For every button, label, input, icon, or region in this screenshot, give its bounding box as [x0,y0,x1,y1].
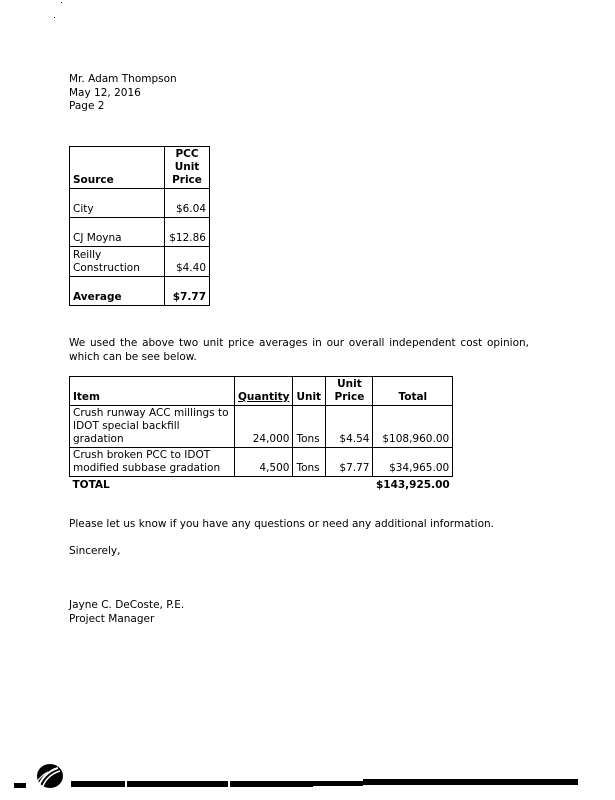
grand-total: $143,925.00 [375,479,450,491]
source-cell: City [70,189,165,218]
signer-title: Project Manager [69,612,155,625]
table-row [70,247,210,277]
total-row [70,477,453,494]
table-row [70,406,453,448]
footer-bar [71,781,125,787]
table-header-row [70,147,210,189]
item-cell: Crush runway ACC millings to IDOT special backfill gradation [70,406,235,448]
recipient-name: Mr. Adam Thompson [69,73,177,85]
item-cell: Crush broken PCC to IDOT modified subbase gradation [70,448,235,477]
footer-bar [363,779,578,785]
unit-cell: Tons [293,406,326,448]
average-price: $7.77 [165,277,210,306]
header-pcc-unit-price: PCC Unit Price [165,147,210,189]
page-number: Page 2 [69,100,105,112]
footer-bar [127,781,228,787]
source-cell: Reilly Construction [70,247,165,277]
letter-header [69,73,177,114]
footer-bar [230,781,313,787]
table-row [70,448,453,477]
price-cell: $12.86 [165,218,210,247]
header-item: Item [70,377,235,406]
quantity-cell: 4,500 [235,448,293,477]
footer-bar [313,781,363,786]
source-cell: CJ Moyna [70,218,165,247]
price-cell: $4.40 [165,247,210,277]
total-cell: $108,960.00 [373,406,453,448]
unit-price-cell: $4.54 [326,406,373,448]
table-row [70,218,210,247]
header-unit: Unit [293,377,326,406]
signature-block [69,599,184,626]
cost-opinion-paragraph: We used the above two unit price averages in our overall independent cost opinion, which can be see below. [69,337,529,363]
header-unit-price: Unit Price [326,377,373,406]
header-quantity: Quantity [235,377,293,406]
letter-date: May 12, 2016 [69,86,141,99]
signer-name: Jayne C. DeCoste, P.E. [69,599,185,611]
table-header-row [70,377,453,406]
unit-price-cell: $7.77 [326,448,373,477]
scan-speck [54,17,55,18]
table-row [70,189,210,218]
header-total: Total [373,377,453,406]
unit-cell: Tons [293,448,326,477]
closing-paragraph: Please let us know if you have any questions or need any additional information. [69,518,495,530]
price-cell: $6.04 [165,189,210,218]
header-source: Source [70,147,165,189]
total-cell: $34,965.00 [373,448,453,477]
total-label: TOTAL [72,479,110,491]
quantity-cell: 24,000 [235,406,293,448]
closing-salutation: Sincerely, [69,545,121,557]
company-logo-icon [14,763,70,791]
average-row [70,277,210,306]
scan-speck [61,2,62,3]
cost-opinion-table [69,376,453,493]
average-label: Average [70,277,165,306]
unit-price-table [69,146,210,306]
